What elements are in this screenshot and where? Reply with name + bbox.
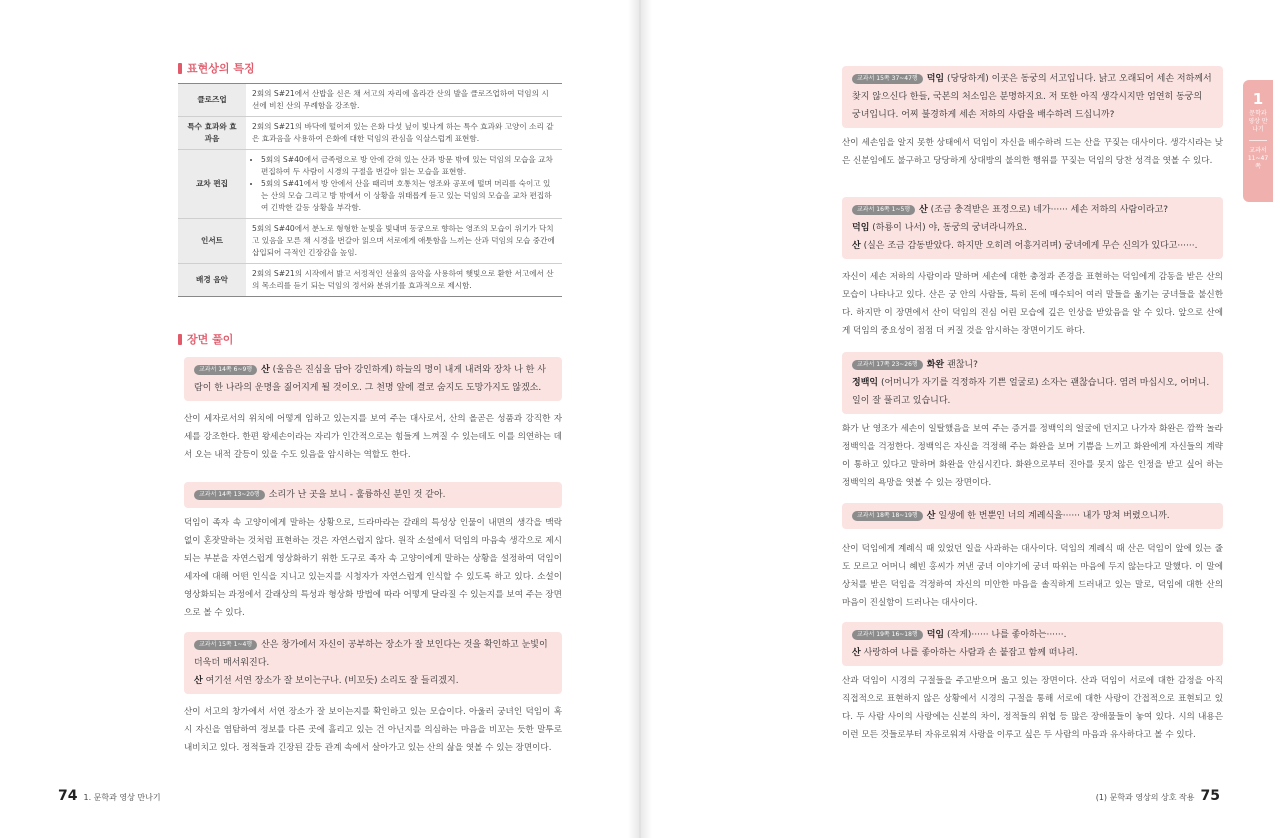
scene-quote (184, 357, 562, 401)
textbook-ref-badge: 교과서 17쪽 23~26행 (852, 360, 923, 370)
dialogue: (실은 조금 감동받았다. 하지만 오히려 어흥거리며) 궁녀에게 무슨 신의가 있다고······. (863, 241, 1198, 251)
quote-line (852, 507, 1213, 525)
scene-quote (184, 482, 562, 508)
scene-explanation: 산이 세손임을 알지 못한 상태에서 덕임이 자신을 배수하려 드는 산을 꾸짖는 대사이다. 생각시라는 낮은 신분임에도 불구하고 당당하게 상대방의 불의한 행위를 꾸짖는 덕임의 당찬 성격을 엿볼 수 있다. (842, 138, 1223, 166)
section-marker-icon (178, 334, 182, 345)
chapter-title: 문학과 영상 만나기 (1248, 110, 1268, 133)
section-marker-icon (178, 63, 182, 74)
table-desc: 2회의 S#21의 바닥에 떨어져 있는 은화 다섯 닢이 빛나게 하는 특수 효과와 고양이 소리 같은 효과음을 사용하여 은화에 대한 덕임의 관심을 익살스럽게 표현함. (246, 117, 562, 150)
scene-quote (842, 352, 1223, 414)
table-term: 교차 편집 (178, 150, 246, 219)
scene-explanation: 산이 덕임에게 계례식 때 있었던 일을 사과하는 대사이다. 덕임의 계례식 때 산은 덕임이 앞에 있는 줄도 모르고 어머니 혜빈 홍씨가 꺼낸 궁녀 이야기에 궁녀 따위는 마음에 두지 않는다고 말했다. 이 말에 상처를 받은 덕임을 걱정하여 자신의 미안한 마음을 솔직하게 드러내고 있는 말로, 덕임에 대한 산의 마음이 진실함이 드러나는 대사이다. (842, 544, 1223, 608)
scene-quote (842, 622, 1223, 666)
speaker: 화완 (926, 360, 945, 370)
speaker: 산 (261, 365, 270, 375)
scene-quote (842, 197, 1223, 259)
scene-quote (842, 503, 1223, 529)
table-desc: 2회의 S#21에서 산밥을 신은 채 서고의 자리에 올라간 산의 발을 클로즈업하여 덕임의 시선에 비친 산의 무례함을 강조함. (246, 84, 562, 117)
quote-line (194, 672, 552, 690)
footer-text: (1) 문학과 영상의 상호 작용 (1095, 793, 1195, 802)
scene-explanation: 산과 덕임이 시경의 구절들을 주고받으며 읊고 있는 장면이다. 산과 덕임이 서로에 대한 감정을 아직 직접적으로 표현하지 않은 상황에서 시경의 구절을 통해 서로에 대한 사랑이 간접적으로 표현되고 있다. 두 사람 사이의 사랑에는 신분의 차이, 정적들의 위협 등 많은 장애물들이 놓여 있다. 시의 내용은 이런 모든 것들로부터 자유로워져 사랑을 이루고 싶은 두 사람의 마음과 유사하다고 볼 수 있다. (842, 676, 1223, 740)
speaker: 산 (852, 241, 861, 251)
quote-line (852, 237, 1213, 255)
chapter-number: 1 (1252, 90, 1264, 108)
scene-quote (842, 66, 1223, 128)
textbook-ref-badge: 교과서 14쪽 13~20행 (194, 490, 265, 500)
dialogue: (조금 충격받은 표정으로) 네가······ 세손 저하의 사람이라고? (930, 205, 1169, 215)
features-table (178, 83, 562, 297)
speaker: 덕임 (852, 223, 870, 233)
table-bullet: • 5회의 S#41에서 방 안에서 산을 때리며 호통치는 영조와 공포에 떨며 머리를 숙이고 있는 산의 모습 그리고 방 밖에서 이 상황을 위태롭게 듣고 있는 덕임의 모습을 교차 편집하여 긴박한 갈등 상황을 부각함. (261, 178, 556, 214)
table-desc: 5회의 S#40에서 분노로 형형한 눈빛을 빛내며 동궁으로 향하는 영조의 모습이 위기가 닥치고 있음을 모른 채 시경을 번갈아 읽으며 서로에게 애틋함을 느끼는 산과 덕임의 모습 중간에 삽입되어 극적인 긴장감을 높임. (246, 219, 562, 264)
speaker: 덕임 (926, 74, 945, 84)
textbook-ref-badge: 교과서 15쪽 1~4행 (194, 640, 257, 650)
speaker: 산 (194, 676, 203, 686)
textbook-ref-badge: 교과서 15쪽 37~47행 (852, 74, 923, 84)
left-footer (58, 788, 161, 804)
table-row (178, 264, 562, 297)
dialogue: 소리가 난 곳을 보니 - 훌륭하신 분인 것 같아. (268, 490, 446, 500)
chapter-side-tab (1243, 80, 1273, 202)
section-title-text: 장면 풀이 (187, 333, 234, 346)
quote-line (852, 374, 1213, 410)
table-desc (246, 150, 562, 219)
table-row (178, 117, 562, 150)
scene-explanation: 산이 서고의 창가에서 서연 장소가 잘 보이는지를 확인하고 있는 모습이다. 아울러 궁녀인 덕임이 혹시 자신을 염탐하여 정보를 다른 곳에 흘리고 있는 건 아닌지를 의심하는 마음을 비꼬는 듯한 말투로 내비치고 있다. 정적들과 긴장된 갈등 관계 속에서 살아가고 있는 산의 삶을 엿볼 수 있는 장면이다. (184, 707, 562, 753)
scene-explanation: 화가 난 영조가 세손이 일탈했음을 보여 주는 증거를 정백익의 얼굴에 던지고 나가자 화완은 깜짝 놀라 정백익을 걱정한다. 정백익은 자신을 걱정해 주는 화완을 보며 기쁨을 느끼고 화완에게 자신들의 계략이 통하고 있다고 말하며 화완을 안심시킨다. 화완으로부터 진아를 못지 않은 인정을 받고 싶어 하는 정백익의 욕망을 엿볼 수 있는 장면이다. (842, 424, 1223, 488)
chapter-pages: 교과서 11~47쪽 (1247, 147, 1269, 170)
quote-line (194, 636, 552, 672)
quote-line (852, 644, 1213, 662)
table-term: 특수 효과와 효과음 (178, 117, 246, 150)
speaker: 산 (919, 205, 928, 215)
section-title-text: 표현상의 특징 (187, 62, 255, 75)
dialogue: (어머니가 자기를 걱정하자 기쁜 얼굴로) 소자는 괜찮습니다. 염려 마십시오, 어머니. 일이 잘 풀리고 있습니다. (852, 378, 1210, 406)
tab-divider (1249, 140, 1267, 141)
speaker: 덕임 (926, 630, 945, 640)
dialogue: (작게)······ 나를 좋아하는······. (947, 630, 1067, 640)
dialogue: (하룡이 나서) 야, 동궁의 궁녀라니까요. (872, 223, 1027, 233)
table-bullet: • 5회의 S#40에서 금족령으로 방 안에 갇혀 있는 산과 방문 밖에 있는 덕임의 모습을 교차 편집하여 두 사람이 시경의 구절을 번갈아 읽는 모습을 표현함. (261, 154, 556, 178)
textbook-ref-badge: 교과서 19쪽 16~18행 (852, 630, 923, 640)
table-term: 클로즈업 (178, 84, 246, 117)
page-number: 74 (58, 788, 78, 804)
scene-explanation: 산이 세자로서의 위치에 어떻게 임하고 있는지를 보여 주는 대사로서, 산의 올곧은 성품과 강직한 자세를 강조한다. 한편 왕세손이라는 자리가 인간적으로는 힘들게 느껴질 수 있는데도 이를 의연하는 데서 오는 내적 갈등이 있을 수도 있음을 암시하는 역할도 한다. (184, 414, 562, 460)
scene-explanation: 자신이 세손 저하의 사람이라 말하며 세손에 대한 충정과 존경을 표현하는 덕임에게 감동을 받은 산의 모습이 나타나고 있다. 산은 궁 안의 사람들, 특히 돈에 매수되어 여러 말들을 옮기는 궁녀들을 불신한다. 하지만 이 장면에서 산이 덕임의 진심 어린 모습에 깊은 인상을 받았음을 알 수 있다. 앞으로 산에게 덕임의 중요성이 점점 더 커질 것을 암시하는 장면이기도 하다. (842, 272, 1223, 336)
dialogue: 괜찮니? (947, 360, 978, 370)
table-desc: 2회의 S#21의 시작에서 밝고 서정적인 선율의 음악을 사용하여 햇빛으로 환한 서고에서 산의 목소리를 듣기 되는 덕임의 정서와 분위기를 효과적으로 제시함. (246, 264, 562, 297)
speaker: 산 (926, 511, 936, 521)
speaker: 정백익 (852, 378, 879, 388)
section-title-scenes (178, 331, 233, 347)
dialogue: (당당하게) 이곳은 동궁의 서고입니다. 낡고 오래되어 세손 저하께서 찾지 않으신다 한들, 국본의 처소임은 분명하지요. 저 또한 아직 생각시지만 엄연히 동궁의 궁녀입니다. 어찌 불경하게 세손 저하의 사람을 배수하려 드십니까? (852, 74, 1212, 120)
table-row (178, 219, 562, 264)
dialogue: (울음은 진심을 담아 강인하게) 하늘의 명이 내게 내려와 장차 나 한 사람이 한 나라의 운명을 짊어지게 될 것이오. 그 천명 앞에 결코 숨지도 도망가지도 않겠소. (194, 365, 546, 393)
textbook-ref-badge: 교과서 16쪽 1~5행 (852, 205, 915, 215)
quote-line (194, 361, 552, 397)
quote-line (852, 219, 1213, 237)
scene-explanation: 덕임이 족자 속 고양이에게 말하는 상황으로, 드라마라는 갈래의 특성상 인물이 내면의 생각을 맥락 없이 혼잣말하는 것처럼 표현하는 것은 자연스럽지 않다. 원작 소설에서 덕임의 마음속 생각으로 제시되는 부분을 자연스럽게 영상화하기 위한 도구로 족자 속 고양이에게 말하는 상황을 설정하여 덕임이 세자에 대해 어떤 인식을 지니고 있는지를 시청자가 자연스럽게 인식할 수 있도록 하고 있다. 소설이 영상화되는 과정에서 갈래상의 특성과 형상화 방법에 따라 어떻게 달라질 수 있는지를 보여 주는 장면으로 볼 수 있다. (184, 518, 562, 618)
book-gutter (628, 0, 652, 838)
dialogue: 산은 창가에서 자신이 공부하는 장소가 잘 보인다는 것을 확인하고 눈빛이 더욱더 매서워진다. (194, 640, 548, 668)
dialogue: 여기선 서연 장소가 잘 보이는구나. (비꼬듯) 소리도 잘 들리겠지. (205, 676, 459, 686)
table-term: 인서트 (178, 219, 246, 264)
textbook-ref-badge: 교과서 14쪽 6~9행 (194, 365, 257, 375)
table-term: 배경 음악 (178, 264, 246, 297)
page-number: 75 (1200, 788, 1220, 804)
footer-text: 1. 문학과 영상 만나기 (83, 793, 161, 802)
quote-line (852, 356, 1213, 374)
quote-line (194, 486, 552, 504)
table-row (178, 150, 562, 219)
quote-line (852, 70, 1213, 124)
dialogue: 사랑하여 나를 좋아하는 사람과 손 붙잡고 함께 떠나리. (863, 648, 1078, 658)
dialogue: 일생에 한 번뿐인 너의 계례식을······ 내가 망쳐 버렸으니까. (938, 511, 1170, 521)
quote-line (852, 626, 1213, 644)
speaker: 산 (852, 648, 861, 658)
section-title-features (178, 60, 255, 76)
right-footer (1096, 788, 1220, 804)
textbook-ref-badge: 교과서 18쪽 18~19행 (852, 511, 923, 521)
scene-quote (184, 632, 562, 694)
table-row (178, 84, 562, 117)
quote-line (852, 201, 1213, 219)
